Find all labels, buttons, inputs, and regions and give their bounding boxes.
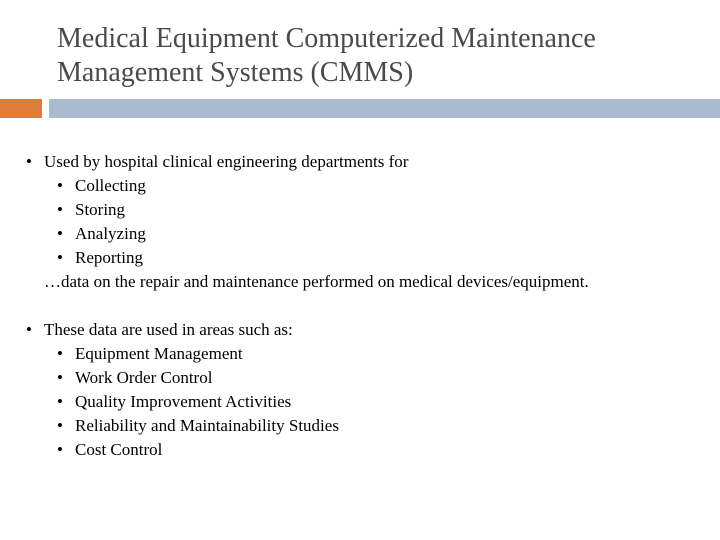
bullet-icon: • [26, 152, 32, 171]
bullet-icon: • [57, 344, 63, 363]
sub-bullet-text: Reliability and Maintainability Studies [75, 416, 339, 435]
sub-bullet-text: Storing [75, 200, 126, 219]
sub-bullet-item [55, 342, 714, 366]
slide-title-line-1: Medical Equipment Computerized Maintenance [57, 23, 596, 54]
sub-bullet-item [55, 390, 714, 414]
sub-bullet-text: Cost Control [75, 440, 163, 459]
sub-bullet-text: Collecting [75, 176, 146, 195]
sub-bullet-text: Equipment Management [75, 344, 243, 363]
bullet-text: These data are used in areas such as: [44, 320, 293, 339]
sub-bullet-item [55, 438, 714, 462]
bullet-item-usage [24, 150, 714, 174]
bullet-icon: • [57, 224, 63, 243]
bullet-icon: • [57, 392, 63, 411]
sub-bullet-item [55, 222, 714, 246]
sub-bullet-item [55, 246, 714, 270]
sub-list-areas [24, 342, 714, 462]
section-spacer [24, 294, 714, 318]
sub-bullet-item [55, 198, 714, 222]
sub-bullet-item [55, 366, 714, 390]
bullet-item-areas [24, 318, 714, 342]
sub-list-functions [24, 174, 714, 270]
bullet-icon: • [57, 200, 63, 219]
title-bar [49, 99, 720, 118]
bullet-icon: • [57, 248, 63, 267]
bullet-icon: • [57, 440, 63, 459]
bullet-icon: • [57, 176, 63, 195]
sub-bullet-text: Work Order Control [75, 368, 213, 387]
bullet-icon: • [26, 320, 32, 339]
sub-bullet-text: Quality Improvement Activities [75, 392, 292, 411]
sub-bullet-item [55, 174, 714, 198]
slide-title-line-2: Management Systems (CMMS) [57, 57, 414, 88]
bullet-icon: • [57, 416, 63, 435]
slide-title [57, 22, 697, 90]
sub-bullet-item [55, 414, 714, 438]
bullet-text: Used by hospital clinical engineering departments for [44, 152, 409, 171]
sub-bullet-text: Analyzing [75, 224, 146, 243]
sub-bullet-text: Reporting [75, 248, 143, 267]
continuation-text: …data on the repair and maintenance performed on medical devices/equipment. [44, 272, 589, 291]
title-bar-accent [0, 99, 42, 118]
slide-body [24, 150, 714, 462]
bullet-icon: • [57, 368, 63, 387]
